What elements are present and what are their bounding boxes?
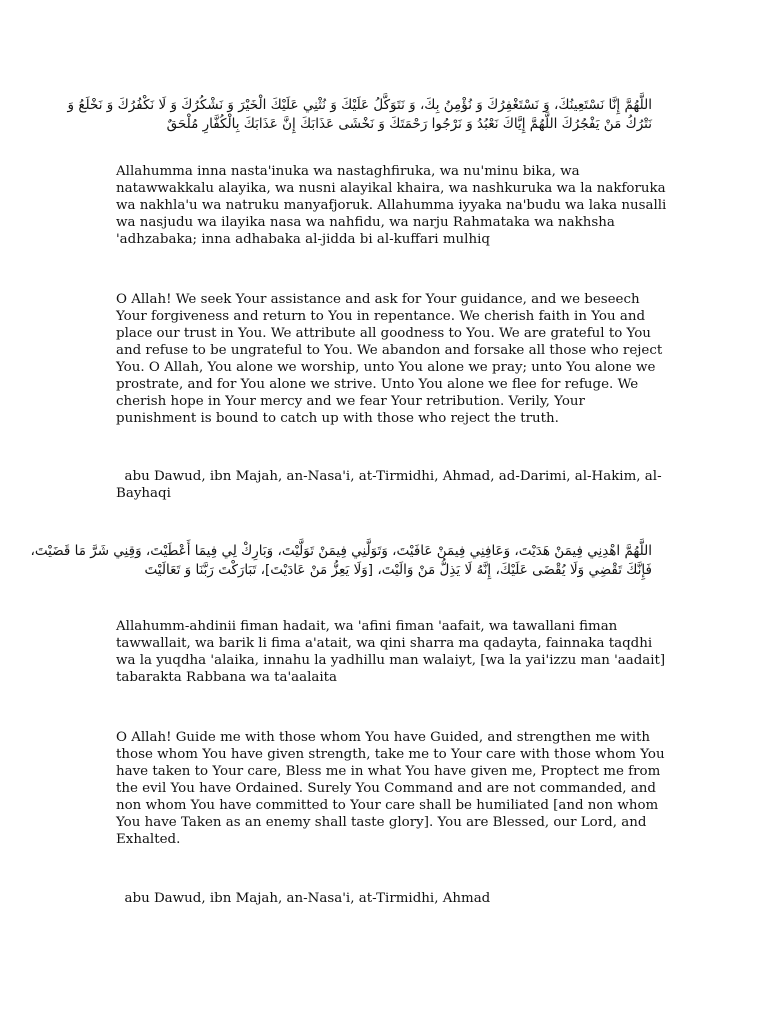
qunut-1-transliteration [116,163,667,248]
text-line: tawwallait, wa barik li fima a'atait, wa qini sharra ma qadayta, fainnaka taqdhi [116,636,653,651]
text-line: punishment is bound to catch up with those who reject the truth. [116,411,559,426]
text-line: and refuse to be ungrateful to You. We abandon and forsake all those who reject [116,343,663,358]
qunut-2-translation [116,729,665,848]
text-line: non whom You have committed to Your care shall be humiliated [and non whom [116,798,659,813]
qunut-2-source [116,890,656,907]
qunut-2-transliteration [116,618,666,686]
qunut-1-translation [116,291,663,427]
qunut-1-source [116,468,662,502]
text-line: O Allah! Guide me with those whom You have Guided, and strengthen me with [116,730,650,745]
text-line: wa nasjudu wa ilayika nasa wa nahfidu, wa narju Rahmataka wa nakhsha [116,215,615,230]
source-line: abu Dawud, ibn Majah, an-Nasa'i, at-Tirmidhi, Ahmad, ad-Darimi, al-Hakim, al- [116,469,662,484]
text-line: place our trust in You. We attribute all goodness to You. We are grateful to You [116,326,651,341]
arabic-line: نَتْرُكُ مَنْ يَفْجُرُكَ اللَّهُمَّ إِيَّاكَ نَعْبُدُ وَ نَرْجُوا رَحْمَتَكَ وَ نَخْشَى عَذَابَكَ إِنَّ عَذَابَكَ بِالْكُفَّارِ مُلْحَقٌ [166,116,652,132]
text-line: wa nakhla'u wa natruku manyafjoruk. Allahumma iyyaka na'budu wa laka nusalli [116,198,667,213]
text-line: prostrate, and for You alone we strive. Unto You alone we flee for refuge. We [116,377,639,392]
text-line: Allahumma inna nasta'inuka wa nastaghfiruka, wa nu'minu bika, wa [116,164,580,179]
text-line: You. O Allah, You alone we worship, unto You alone we pray; unto You alone we [116,360,656,375]
arabic-line: اللَّهُمَّ اهْدِنِي فِيمَنْ هَدَيْتَ، وَعَافِنِي فِيمَنْ عَافَيْتَ، وَتَوَلَّنِي فِيمَنْ تَوَلَّيْتَ، وَبَارِكْ لِي فِيمَا أَعْطَيْتَ، وَقِنِي شَرَّ مَا قَضَيْتَ، [30,543,652,559]
source-line: abu Dawud, ibn Majah, an-Nasa'i, at-Tirmidhi, Ahmad [116,891,491,906]
qunut-1-arabic-text [67,96,652,134]
text-line: those whom You have given strength, take me to Your care with those whom You [116,747,665,762]
arabic-line: اللَّهُمَّ إِنَّا نَسْتَعِينُكَ، وَ نَسْتَغْفِرُكَ وَ نُؤْمِنُ بِكَ، وَ نَتَوَكَّلُ عَلَيْكَ وَ نُثْنِي عَلَيْكَ الْخَيْرَ وَ نَشْكُرُكَ وَ لَا نَكْفُرُكَ وَ نَخْلَعُ وَ [67,97,652,113]
text-line: Your forgiveness and return to You in repentance. We cherish faith in You and [116,309,646,324]
qunut-2-arabic-text [30,542,652,580]
text-line: O Allah! We seek Your assistance and ask for Your guidance, and we beseech [116,292,640,307]
text-line: You have Taken as an enemy shall taste glory]. You are Blessed, our Lord, and [116,815,647,830]
text-line: natawwakkalu alayika, wa nusni alayikal khaira, wa nashkuruka wa la nakforuka [116,181,666,196]
text-line: the evil You have Ordained. Surely You Command and are not commanded, and [116,781,656,796]
arabic-line: فَإِنَّكَ تَقْضِي وَلَا يُقْضَى عَلَيْكَ، إِنَّهُ لَا يَذِلُّ مَنْ وَالَيْتَ، [وَلَا يَعِزُّ مَنْ عَادَيْتَ]، تَبَارَكْتَ رَبَّنَا وَ تَعَالَيْتَ [144,562,652,578]
text-line: wa la yuqdha 'alaika, innahu la yadhillu man walaiyt, [wa la yai'izzu man 'aadait] [116,653,666,668]
source-line: Bayhaqi [116,486,171,501]
text-line: tabarakta Rabbana wa ta'aalaita [116,670,338,685]
text-line: Allahumm-ahdinii fiman hadait, wa 'afini fiman 'aafait, wa tawallani fiman [116,619,618,634]
text-line: have taken to Your care, Bless me in what You have given me, Proptect me from [116,764,661,779]
text-line: cherish hope in Your mercy and we fear Your retribution. Verily, Your [116,394,585,409]
text-line: 'adhzabaka; inna adhabaka al-jidda bi al-kuffari mulhiq [116,232,490,247]
text-line: Exhalted. [116,832,181,847]
